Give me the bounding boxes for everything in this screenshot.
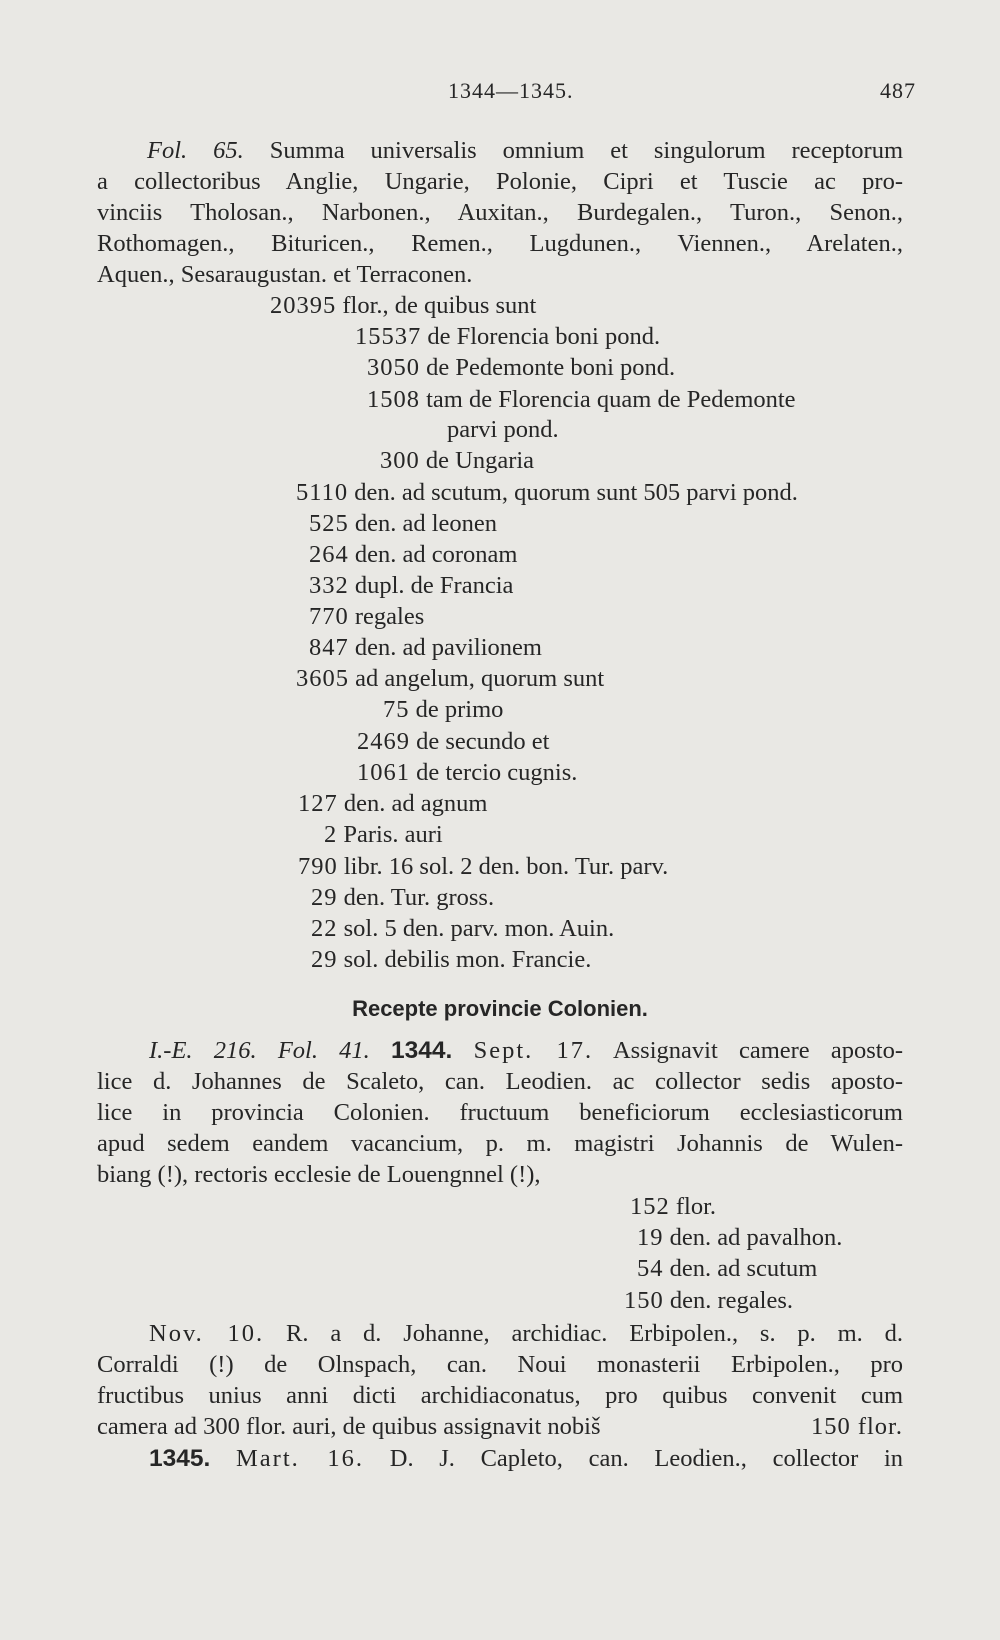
entry-line bbox=[311, 882, 494, 913]
paragraph-text: camera ad 300 flor. auri, de quibus assignavit nobiš bbox=[97, 1413, 601, 1440]
entry-text: den. regales. bbox=[669, 1287, 793, 1314]
entry-line bbox=[309, 601, 424, 632]
nov-first-line bbox=[97, 1318, 903, 1349]
date: Nov. 10. bbox=[149, 1320, 265, 1347]
amount-line bbox=[637, 1253, 817, 1284]
entry-text: den. ad leonen bbox=[354, 510, 498, 537]
paragraph-text: Summa universalis omnium et singulorum receptorum bbox=[269, 137, 904, 164]
entry-amount: 300 bbox=[380, 447, 420, 474]
entry-text: den. ad pavalhon. bbox=[669, 1224, 843, 1251]
mart-first-line bbox=[97, 1443, 903, 1474]
entry-amount: 150 bbox=[624, 1287, 664, 1314]
page-number: 487 bbox=[880, 78, 916, 103]
colonien-first-line bbox=[97, 1035, 903, 1066]
entry-text: de tercio cugnis. bbox=[416, 759, 578, 786]
running-header-years: 1344—1345. bbox=[448, 78, 574, 103]
entry-text: regales bbox=[354, 603, 425, 630]
entry-text: de secundo et bbox=[416, 728, 550, 755]
entry-text: sol. debilis mon. Francie. bbox=[343, 946, 592, 973]
entry-text: libr. 16 sol. 2 den. bon. Tur. parv. bbox=[343, 853, 669, 880]
paragraph-line: biang (!), rectoris ecclesie de Louengnnel (!), bbox=[97, 1161, 541, 1188]
entry-line bbox=[298, 788, 487, 819]
entry-amount: 332 bbox=[309, 572, 349, 599]
entry-amount: 3050 bbox=[367, 354, 420, 381]
entry-line bbox=[296, 663, 604, 694]
entry-text: ad angelum, quorum sunt bbox=[355, 665, 605, 692]
entry-amount: 264 bbox=[309, 541, 349, 568]
entry-amount: 790 bbox=[298, 853, 338, 880]
paragraph-line: lice in provincia Colonien. fructuum beneficiorum ecclesiasticorum bbox=[97, 1099, 903, 1126]
entry-text: dupl. de Francia bbox=[354, 572, 514, 599]
entry-amount: 54 bbox=[637, 1255, 664, 1282]
paragraph-text: R. a d. Johanne, archidiac. Erbipolen., s. p. m. d. bbox=[286, 1320, 903, 1347]
date: Mart. 16. bbox=[236, 1445, 365, 1472]
entry-line bbox=[324, 819, 443, 850]
paragraph-text: D. J. Capleto, can. Leodien., collector in bbox=[389, 1445, 904, 1472]
entry-text: sol. 5 den. parv. mon. Auin. bbox=[343, 915, 615, 942]
entry-line bbox=[311, 913, 614, 944]
entry-line bbox=[311, 944, 591, 975]
entry-amount: 22 bbox=[311, 915, 338, 942]
paragraph-line: a collectoribus Anglie, Ungarie, Polonie, Cipri et Tuscie ac pro- bbox=[97, 168, 903, 195]
entry-amount: 19 bbox=[637, 1224, 664, 1251]
amount-line bbox=[630, 1191, 716, 1222]
entry-line bbox=[355, 321, 660, 352]
paragraph-line: Corraldi (!) de Olnspach, can. Noui monasterii Erbipolen., pro bbox=[97, 1351, 903, 1378]
entry-line bbox=[367, 352, 675, 383]
entry-line bbox=[309, 539, 517, 570]
entry-line bbox=[447, 414, 559, 445]
entry-amount: 127 bbox=[298, 790, 338, 817]
entry-amount: 150 flor. bbox=[810, 1413, 903, 1440]
entry-line bbox=[270, 290, 536, 321]
entry-text: den. Tur. gross. bbox=[343, 884, 495, 911]
mart-paragraph bbox=[97, 1443, 903, 1474]
entry-line bbox=[309, 632, 542, 663]
fol65-first-line bbox=[97, 135, 903, 166]
entry-line bbox=[309, 570, 513, 601]
entry-text: de Ungaria bbox=[425, 447, 535, 474]
nov-last-line bbox=[97, 1411, 903, 1442]
entry-amount: 847 bbox=[309, 634, 349, 661]
entry-amount: 2 bbox=[324, 821, 338, 848]
entry-text: de primo bbox=[415, 696, 504, 723]
entry-amount: 75 bbox=[383, 696, 410, 723]
entry-amount: 1508 bbox=[367, 386, 420, 413]
paragraph-line: vinciis Tholosan., Narbonen., Auxitan., Burdegalen., Turon., Senon., bbox=[97, 199, 903, 226]
paragraph-line: lice d. Johannes de Scaleto, can. Leodien. ac collector sedis aposto- bbox=[97, 1068, 903, 1095]
fol65-paragraph bbox=[97, 135, 903, 290]
paragraph-text: Assignavit camere aposto- bbox=[612, 1037, 903, 1064]
entry-text: tam de Florencia quam de Pedemonte bbox=[426, 386, 796, 413]
paragraph-line: Aquen., Sesaraugustan. et Terraconen. bbox=[97, 261, 473, 288]
entry-line bbox=[298, 851, 668, 882]
entry-line bbox=[296, 477, 798, 508]
entry-text: de Pedemonte boni pond. bbox=[426, 354, 676, 381]
paragraph-line: Rothomagen., Bituricen., Remen., Lugdunen., Viennen., Arelaten., bbox=[97, 230, 903, 257]
date: Sept. 17. bbox=[473, 1037, 594, 1064]
entry-text: Paris. auri bbox=[343, 821, 443, 848]
section-heading: Recepte provincie Colonien. bbox=[352, 996, 648, 1021]
entry-amount: 525 bbox=[309, 510, 349, 537]
entry-amount: 1061 bbox=[357, 759, 410, 786]
entry-line bbox=[357, 726, 549, 757]
entry-line bbox=[367, 384, 796, 415]
entry-text: den. ad agnum bbox=[343, 790, 488, 817]
entry-amount: 5110 bbox=[296, 479, 349, 506]
entry-text: flor., de quibus sunt bbox=[342, 292, 537, 319]
entry-text: de Florencia boni pond. bbox=[427, 323, 661, 350]
entry-text: flor. bbox=[675, 1193, 717, 1220]
entry-text: den. ad scutum bbox=[669, 1255, 818, 1282]
entry-text: parvi pond. bbox=[447, 416, 559, 443]
entry-amount: 2469 bbox=[357, 728, 410, 755]
entry-amount: 29 bbox=[311, 884, 338, 911]
year: 1345. bbox=[149, 1445, 211, 1472]
entry-text: den. ad scutum, quorum sunt 505 parvi pond. bbox=[354, 479, 798, 506]
entry-amount: 770 bbox=[309, 603, 349, 630]
entry-amount: 3605 bbox=[296, 665, 349, 692]
entry-amount: 152 bbox=[630, 1193, 670, 1220]
amount-line bbox=[624, 1285, 793, 1316]
entry-text: den. ad pavilionem bbox=[354, 634, 542, 661]
entry-line bbox=[309, 508, 497, 539]
entry-amount: 20395 bbox=[270, 292, 337, 319]
entry-amount: 15537 bbox=[355, 323, 422, 350]
entry-line bbox=[357, 757, 577, 788]
paragraph-line: apud sedem eandem vacancium, p. m. magistri Johannis de Wulen- bbox=[97, 1130, 903, 1157]
entry-amount: 29 bbox=[311, 946, 338, 973]
entry-text: den. ad coronam bbox=[354, 541, 518, 568]
entry-line bbox=[383, 694, 503, 725]
colonien-paragraph bbox=[97, 1035, 903, 1190]
folio-ref: Fol. 65. bbox=[147, 137, 244, 164]
paragraph-line: fructibus unius anni dicti archidiaconatus, pro quibus convenit cum bbox=[97, 1382, 903, 1409]
year: 1344. bbox=[391, 1037, 453, 1064]
nov-paragraph bbox=[97, 1318, 903, 1442]
amount-line bbox=[637, 1222, 842, 1253]
source-ref: I.-E. 216. Fol. 41. bbox=[149, 1037, 370, 1064]
entry-line bbox=[380, 445, 534, 476]
